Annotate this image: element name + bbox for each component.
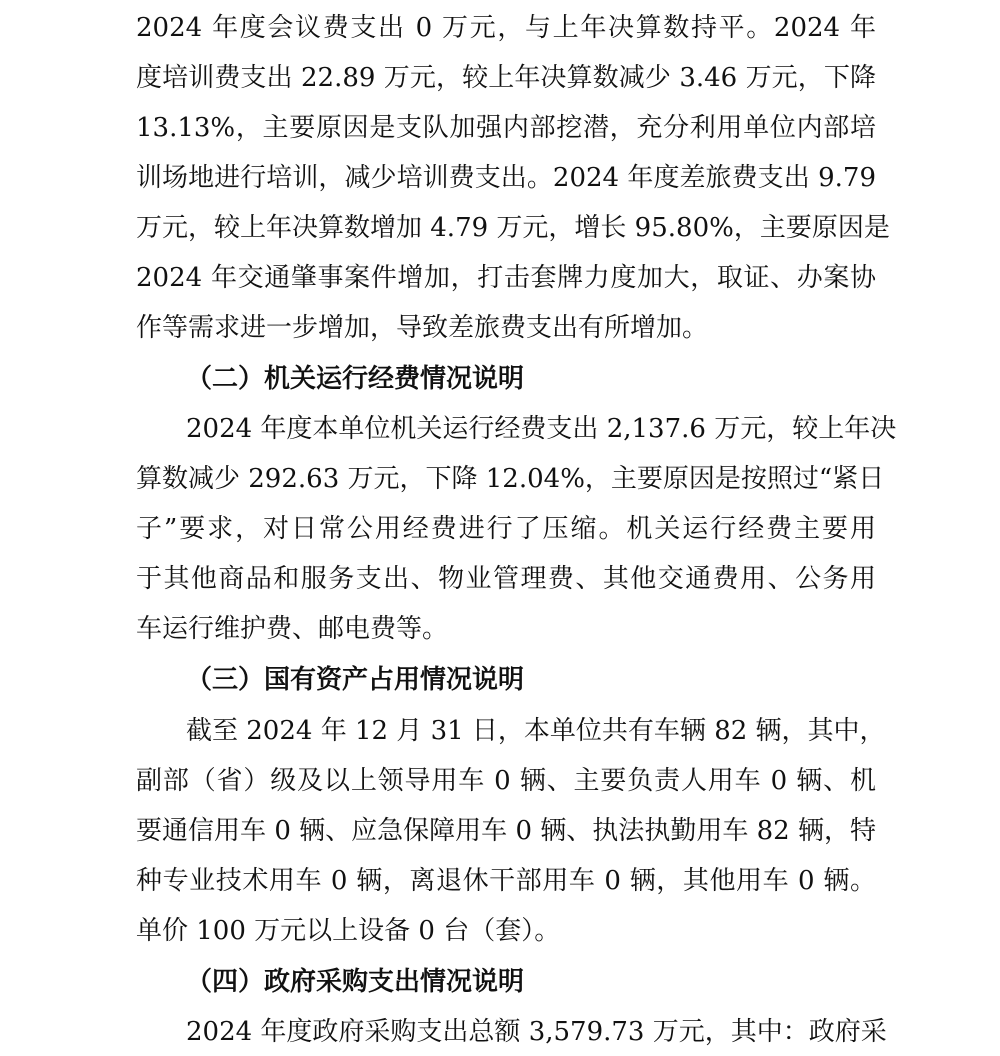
paragraph-line: 车运行维护费、邮电费等。 [136,614,449,644]
paragraph-line: 2024 年度会议费支出 0 万元，与上年决算数持平。2024 年 [136,13,876,43]
paragraph-line: 种专业技术用车 0 辆，离退休干部用车 0 辆，其他用车 0 辆。 [136,866,876,896]
paragraph-line: 2024 年度本单位机关运行经费支出 2,137.6 万元，较上年决 [186,414,897,444]
paragraph-line: 万元，较上年决算数增加 4.79 万元，增长 95.80%，主要原因是 [136,213,890,243]
paragraph-line: 要通信用车 0 辆、应急保障用车 0 辆、执法执勤用车 82 辆，特 [136,816,876,846]
paragraph-line: 度培训费支出 22.89 万元，较上年决算数减少 3.46 万元，下降 [136,63,876,93]
section-heading: （二）机关运行经费情况说明 [186,364,525,394]
paragraph-line: 单价 100 万元以上设备 0 台（套）。 [136,916,561,946]
paragraph-line: 13.13%，主要原因是支队加强内部挖潜，充分利用单位内部培 [136,113,876,143]
paragraph-line: 作等需求进一步增加，导致差旅费支出有所增加。 [136,313,709,343]
paragraph-line: 2024 年交通肇事案件增加，打击套牌力度加大，取证、办案协 [136,263,876,293]
paragraph-line: 于其他商品和服务支出、物业管理费、其他交通费用、公务用 [136,564,876,594]
paragraph-line: 截至 2024 年 12 月 31 日，本单位共有车辆 82 辆，其中， [186,716,886,746]
section-heading: （三）国有资产占用情况说明 [186,665,525,695]
paragraph-line: 算数减少 292.63 万元，下降 12.04%，主要原因是按照过“紧日 [136,464,885,494]
paragraph-line: 2024 年度政府采购支出总额 3,579.73 万元，其中：政府采 [186,1017,887,1047]
section-heading: （四）政府采购支出情况说明 [186,967,525,997]
paragraph-line: 子”要求，对日常公用经费进行了压缩。机关运行经费主要用 [136,514,876,544]
paragraph-line: 训场地进行培训，减少培训费支出。2024 年度差旅费支出 9.79 [136,163,876,193]
paragraph-line: 副部（省）级及以上领导用车 0 辆、主要负责人用车 0 辆、机 [136,766,876,796]
